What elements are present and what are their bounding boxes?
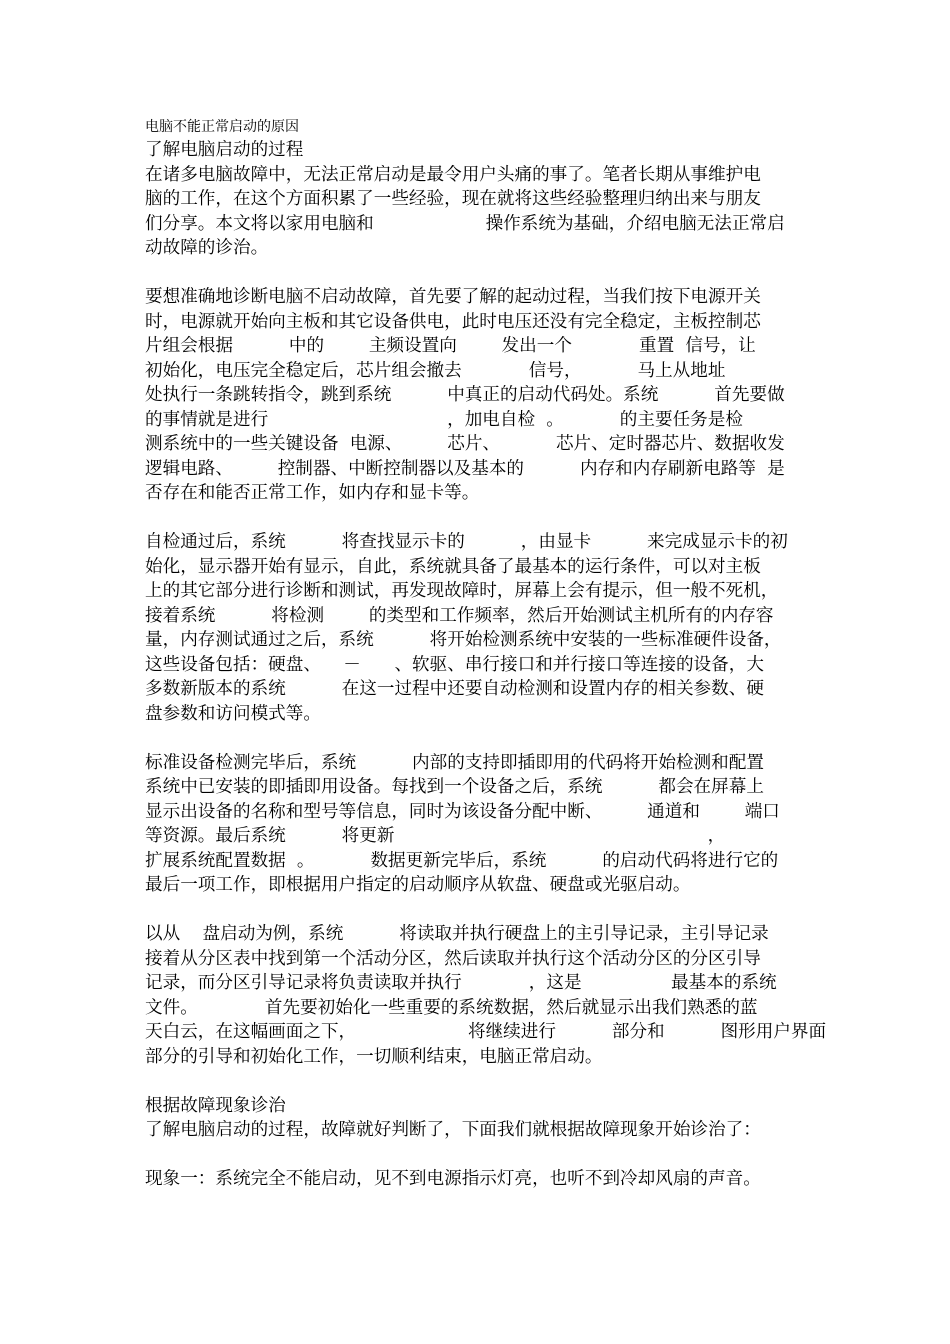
text-line: 量，内存测试通过之后，系统 将开始检测系统中安装的一些标准硬件设备，: [145, 630, 782, 650]
text-line: 始化，显示器开始有显示，自此，系统就具备了最基本的运行条件，可以对主板: [145, 556, 761, 577]
text-line: 要想准确地诊断电脑不启动故障，首先要了解的起动过程，当我们按下电源开关: [145, 287, 761, 307]
text-line: 最后一项工作，即根据用户指定的启动顺序从软盘、硬盘或光驱启动。: [145, 875, 691, 895]
paragraph-gap: [145, 898, 813, 923]
text-line: 显示出设备的名称和型号等信息，同时为该设备分配中断、 通道和 端口: [145, 801, 780, 822]
paragraph: [145, 285, 813, 506]
text-line: 们分享。本文将以家用电脑和 操作系统为基础，介绍电脑无法正常启: [145, 213, 785, 234]
text-line: 逻辑电路、 控制器、中断控制器以及基本的 内存和内存刷新电路等 是: [145, 458, 785, 479]
document-page: [145, 116, 827, 1192]
text-line: 动故障的诊治。: [145, 238, 269, 258]
text-line: 扩展系统配置数据 。 数据更新完毕后，系统 的启动代码将进行它的: [145, 850, 779, 871]
text-line: 了解电脑启动的过程，故障就好判断了，下面我们就根据故障现象开始诊治了：: [145, 1120, 761, 1140]
text-line: 这些设备包括：硬盘、 － 、软驱、串行接口和并行接口等连接的设备，大: [145, 654, 764, 675]
document-title: 电脑不能正常启动的原因: [145, 119, 299, 135]
text-line: 标准设备检测完毕后，系统 内部的支持即插即用的代码将开始检测和配置: [145, 752, 764, 773]
text-line: 时，电源就开始向主板和其它设备供电，此时电压还没有完全稳定，主板控制芯: [145, 311, 761, 332]
text-line: 多数新版本的系统 在这一过程中还要自动检测和设置内存的相关参数、硬: [145, 679, 764, 699]
text-line: 记录，而分区引导记录将负责读取并执行 ，这是 最基本的系统: [145, 973, 777, 993]
text-line: 接着系统 将检测 的类型和工作频率，然后开始测试主机所有的内存容: [145, 605, 774, 626]
text-line: 自检通过后，系统 将查找显示卡的 ，由显卡 来完成显示卡的初: [145, 532, 788, 552]
text-line: 了解电脑启动的过程: [145, 140, 304, 160]
text-line: 部分的引导和初始化工作，一切顺利结束，电脑正常启动。: [145, 1046, 603, 1067]
text-line: 否存在和能否正常工作，如内存和显卡等。: [145, 483, 480, 503]
text-line: 系统中已安装的即插即用设备。每找到一个设备之后，系统 都会在屏幕上: [145, 777, 764, 797]
text-line: 天白云，在这幅画面之下， 将继续进行 部分和 图形用户界面: [145, 1022, 827, 1042]
text-line: 的事情就是进行 ，加电自检 。 的主要任务是检: [145, 409, 743, 430]
paragraph: [145, 530, 813, 726]
paragraph: [145, 1167, 813, 1192]
document-body: [145, 138, 827, 1192]
text-line: 接着从分区表中找到第一个活动分区，然后读取并执行这个活动分区的分区引导: [145, 948, 761, 969]
paragraph-gap: [145, 726, 813, 751]
paragraph: [145, 1094, 813, 1143]
text-line: 根据故障现象诊治: [145, 1095, 286, 1116]
text-line: 片组会根据 中的 主频设置向 发出一个 重置 信号，让: [145, 336, 756, 356]
text-line: 以从 盘启动为例，系统 将读取并执行硬盘上的主引导记录，主引导记录: [145, 924, 769, 944]
text-line: 处执行一条跳转指令，跳到系统 中真正的启动代码处。系统 首先要做: [145, 385, 785, 405]
text-line: 现象一：系统完全不能启动，见不到电源指示灯亮，也听不到冷却风扇的声音。: [145, 1169, 761, 1189]
text-line: 测系统中的一些关键设备 电源、 芯片、 芯片、定时器芯片、数据收发: [145, 434, 785, 454]
paragraph-gap: [145, 1143, 813, 1168]
paragraph: [145, 922, 827, 1069]
paragraph-gap: [145, 261, 813, 286]
text-line: 等资源。最后系统 将更新 ，: [145, 826, 726, 846]
paragraph: [145, 751, 813, 898]
paragraph-gap: [145, 1069, 813, 1094]
text-line: 盘参数和访问模式等。: [145, 703, 321, 724]
text-line: 上的其它部分进行诊断和测试，再发现故障时，屏幕上会有提示，但一般不死机，: [145, 581, 779, 601]
text-line: 脑的工作，在这个方面积累了一些经验，现在就将这些经验整理归纳出来与朋友: [145, 189, 761, 209]
text-line: 初始化，电压完全稳定后，芯片组会撤去 信号， 马上从地址: [145, 360, 726, 381]
paragraph: [145, 138, 813, 261]
text-line: 文件。 首先要初始化一些重要的系统数据，然后就显示出我们熟悉的蓝: [145, 997, 758, 1018]
paragraph-gap: [145, 506, 813, 531]
text-line: 在诸多电脑故障中，无法正常启动是最令用户头痛的事了。笔者长期从事维护电: [145, 164, 761, 185]
